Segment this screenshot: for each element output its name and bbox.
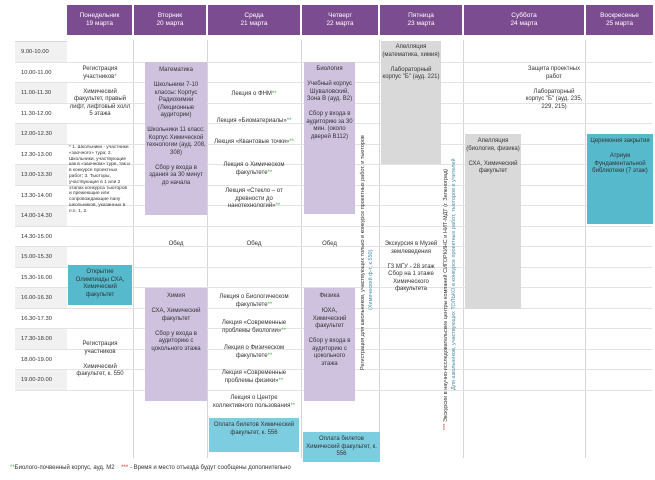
time-slot: 14.30-15.00 bbox=[15, 226, 67, 247]
time-slot: 12.00-12.30 bbox=[15, 123, 67, 144]
lecture-physics-faculty: Лекция о Физическом факультете** bbox=[223, 345, 285, 359]
day-header-thu: Четверг 22 марта bbox=[302, 5, 378, 35]
vertical-note-excursion-audience: Для школьников, участвующих ТОЛЬКО в конкурсе проектных работ, тьюторов и учителей bbox=[451, 158, 457, 390]
time-slot: 15.00-15.30 bbox=[15, 246, 67, 267]
event-excursion-museum: Экскурсия в Музей землеведения ГЗ МГУ - 28 этаж Сбор на 1 этаже Химического факультета bbox=[384, 241, 438, 292]
registration-note: * 1. Школьники - участники «заочного» тура; 2. Школьники, участвующие как в «заочном» туре, так и в конкурсе проектных работ; 3. Тьюторы, участвующие в 1 или 2 этапах конкурса тьюторов и прежеющие или сопровождающие папу школьников, указанных в п.п. 1, 2. bbox=[69, 145, 130, 214]
time-slot: 14.00-14.30 bbox=[15, 205, 67, 226]
event-closing-ceremony: Церемония закрытия Атриум Фундаментальной библиотеки (7 этаж) bbox=[587, 134, 653, 224]
event-appeal-fri: Апелляция (математика, химия) Лабораторный корпус "Б" (ауд. 221) bbox=[381, 41, 441, 164]
vertical-note-registration: Регистрация для школьников, участвующих только в конкурсе проектных работ, и тьюторов bbox=[360, 135, 366, 370]
event-lunch-thu: Обед bbox=[322, 241, 337, 247]
event-ticket-payment-wed: Оплата билетов Химический факультет, к. 556 bbox=[209, 418, 299, 452]
event-project-defense: Защита проектных работ Лабораторный корпус "Б" (ауд. 235, 229, 215) bbox=[525, 66, 583, 110]
day-header-sun: Воскресенье 25 марта bbox=[586, 5, 653, 35]
time-slot: 10.00-11.00 bbox=[15, 62, 67, 83]
time-slot: 12.30-13.00 bbox=[15, 144, 67, 165]
vertical-note-location: (Химический ф-т, к.550) bbox=[368, 249, 374, 310]
footer-legend: **Биолого-почвенный корпус, ауд. М2 *** - Время и место отъезда будут сообщены дополнительно bbox=[10, 465, 291, 471]
time-slot: 13.30-14.00 bbox=[15, 185, 67, 206]
event-math: Математика Школьники 7-10 классы: Корпус Радиохимии (Лекционные аудитории) Школьники 11 класс: Корпус Химической технологии (ауд. 208, 308) Сбор у входа в здания за 30 минут до начала bbox=[145, 62, 207, 215]
lecture-physics-problems: Лекция «Современные проблемы физики»** bbox=[221, 370, 287, 384]
time-slot: 16.30-17.30 bbox=[15, 308, 67, 329]
event-opening: Открытие Олимпиады СХА, Химический факультет bbox=[68, 265, 132, 305]
event-lunch-tue: Обед bbox=[168, 241, 184, 247]
day-header-tue: Вторник 20 марта bbox=[134, 5, 206, 35]
lecture-biology-faculty: Лекция о Биологическом факультете** bbox=[219, 294, 289, 308]
time-slot: 16.00-16.30 bbox=[15, 287, 67, 308]
event-chemistry: Химия СХА, Химический факультет Сбор у входа в аудиторию с цокольного этажа bbox=[145, 288, 207, 401]
lecture-biomaterials: Лекция «Биоматериалы»** bbox=[216, 118, 292, 124]
lecture-chemistry-faculty: Лекция о Химическом факультете** bbox=[223, 162, 285, 176]
event-biology: Биология Учебный корпус Шуваловский, Зона В (ауд. В2) Сбор у входа в аудиторию за 30 мин. (около дверей В112) bbox=[304, 62, 355, 214]
day-header-sat: Суббота 24 марта bbox=[464, 5, 584, 35]
event-appeal-sat: Апелляция (биология, физика) СХА, Химический факультет bbox=[465, 134, 521, 309]
event-registration-mon-evening: Регистрация участников Химический факультет, к. 550 bbox=[76, 341, 124, 377]
time-slot: 18.00-19.00 bbox=[15, 349, 67, 370]
lecture-shared-center: Лекция о Центре коллективного пользования** bbox=[212, 395, 296, 409]
event-lunch-wed: Обед bbox=[246, 241, 262, 247]
time-slot: 19.00-20.00 bbox=[15, 369, 67, 390]
day-header-fri: Пятница 23 марта bbox=[380, 5, 462, 35]
lecture-quantum-dots: Лекция «Квантовые точки»** bbox=[214, 139, 294, 145]
day-header-mon: Понедельник 19 марта bbox=[67, 5, 132, 35]
row-divider bbox=[15, 226, 652, 227]
day-header-wed: Среда 21 марта bbox=[208, 5, 300, 35]
time-slot: 17.30-18.00 bbox=[15, 328, 67, 349]
time-slot: 13.00-13.30 bbox=[15, 164, 67, 185]
lecture-fnm: Лекция о ФНМ** bbox=[231, 91, 277, 97]
time-slot: 15.30-16.00 bbox=[15, 267, 67, 288]
lecture-glass: Лекция «Стекло – от древности до нанотехнологий»** bbox=[225, 188, 283, 209]
vertical-note-excursion: *** Экскурсии в научно-исследовательские центры компаний СИГОРКИНС и НИТ-МДТ (г. Зеленоград) bbox=[443, 168, 449, 430]
event-registration-mon: Регистрация участников* Химический факультет, правый лифт, лифтовый холл 5 этажа bbox=[69, 66, 131, 117]
lecture-biology-problems: Лекция «Современные проблемы биологии»** bbox=[221, 320, 287, 334]
event-physics: Физика ЮХА, Химический факультет Сбор у входа в аудиторию с цокольного этажа bbox=[304, 288, 355, 401]
event-ticket-payment-thu: Оплата билетов Химический факультет, к. 556 bbox=[303, 432, 380, 462]
time-slot: 9.00-10.00 bbox=[15, 41, 67, 62]
time-slot: 11.00-11.30 bbox=[15, 82, 67, 103]
time-slot: 11.30-12.00 bbox=[15, 103, 67, 124]
